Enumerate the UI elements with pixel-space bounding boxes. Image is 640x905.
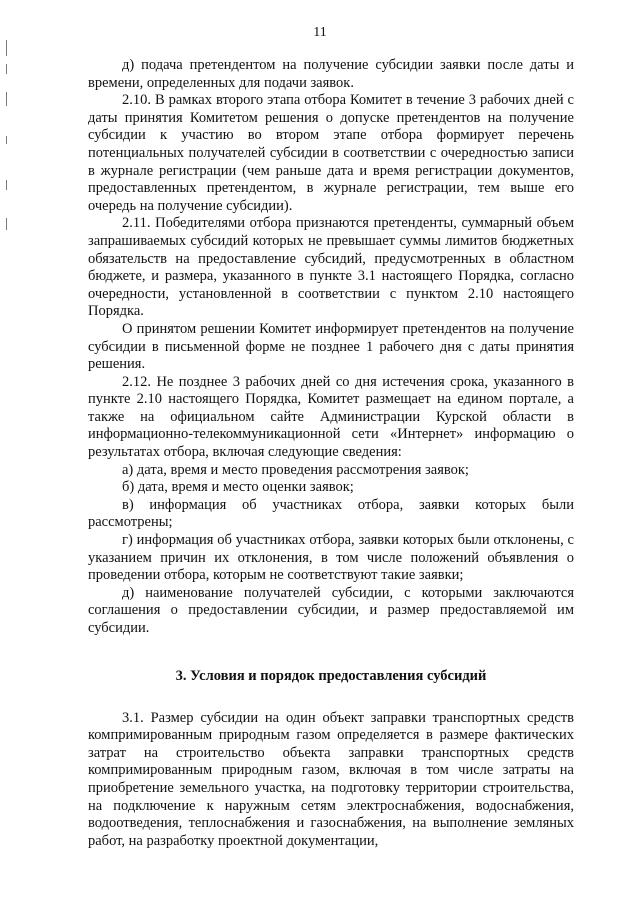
list-item-b: б) дата, время и место оценки заявок;	[122, 479, 354, 496]
list-item-a: а) дата, время и место проведения рассмотрения заявок;	[122, 461, 469, 478]
paragraph-2-12: 2.12. Не позднее 3 рабочих дней со дня истечения срока, указанного в пункте 2.10 настоящего Порядка, Комитет размещает на едином портале, а также на официальном сайте Администрации Курской области в информационно-телекоммуникационной сети «Интернет» информацию о результатах отбора, включая следующие сведения:	[88, 373, 574, 461]
paragraph-2-10: 2.10. В рамках второго этапа отбора Комитет в течение 3 рабочих дней с даты принятия Комитетом решения о допуске претендентов на получение субсидии к участию во втором этапе отбора формирует перечень потенциальных получателей субсидии в соответствии с очередностью записи в журнале регистрации (чем раньше дата и время регистрации документов, предоставленных претендентом, в журнале регистрации, тем выше его очередь на получение субсидии).	[88, 92, 574, 214]
section-heading: 3. Условия и порядок предоставления субсидий	[175, 667, 487, 684]
scan-margin-marks	[6, 40, 8, 240]
list-item-g: г) информация об участниках отбора, заявки которых были отклонены, с указанием причин их отклонения, в том числе положений объявления о проведении отбора, которым не соответствуют такие заявки;	[88, 532, 574, 584]
paragraph-item-d: д) подача претендентом на получение субсидии заявки после даты и времени, определенных для подачи заявок.	[88, 57, 574, 91]
paragraph-2-11: 2.11. Победителями отбора признаются претенденты, суммарный объем запрашиваемых субсидий которых не превышает суммы лимитов бюджетных обязательств на предоставление субсидий, предусмотренных в областном бюджете, и размера, указанного в пункте 3.1 настоящего Порядка, согласно очередности, установленной в соответствии с пунктом 2.10 настоящего Порядка.	[88, 215, 574, 320]
list-item-v: в) информация об участниках отбора, заявки которых были рассмотрены;	[88, 496, 574, 531]
document-body	[88, 57, 574, 850]
list-item-d: д) наименование получателей субсидии, с которыми заключаются соглашения о предоставлении субсидии, и размер предоставляемой им субсидии.	[88, 584, 574, 636]
paragraph-decision-notice: О принятом решении Комитет информирует претендентов на получение субсидии в письменной форме не позднее 1 рабочего дня с даты принятия решения.	[88, 320, 574, 373]
page-number: 11	[313, 25, 327, 40]
paragraph-3-1: 3.1. Размер субсидии на один объект заправки транспортных средств компримированным природным газом определяется в размере фактических затрат на строительство объекта заправки транспортных средств компримированным природным газом, включая в том числе затраты на приобретение земельного участка, на подготовку территории строительства, на подключение к наружным сетям электроснабжения, водоснабжения, водоотведения, теплоснабжения и газоснабжения, на выполнение земляных работ, на разработку проектной документации,	[88, 709, 574, 849]
